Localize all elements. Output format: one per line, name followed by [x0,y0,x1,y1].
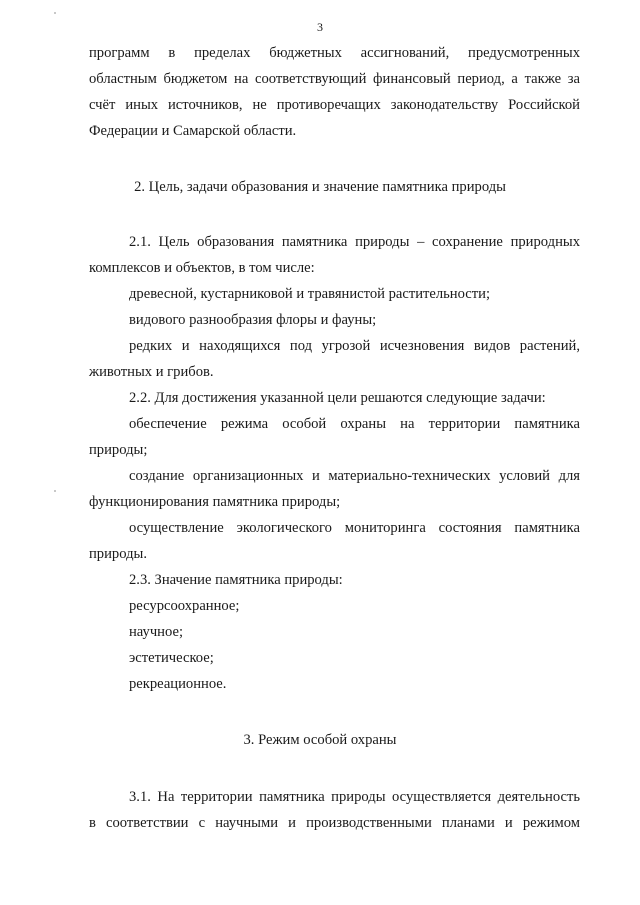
value-resource: ресурсоохранное; [129,598,240,614]
paragraph-2-2: 2.2. Для достижения указанной цели решаются следующие задачи: [129,390,546,406]
section-3-heading: 3. Режим особой охраны [243,732,397,748]
task-conditions-line-1: создание организационных и материально-технических условий для [129,468,580,484]
task-protection-line-1: обеспечение режима особой охраны на территории памятника [129,416,580,432]
paragraph-2-1-line-1: 2.1. Цель образования памятника природы – сохранение природных [129,234,580,250]
task-monitoring-line-1: осуществление экологического мониторинга состояния памятника [129,520,580,536]
paragraph-3-1-line-1: 3.1. На территории памятника природы осуществляется деятельность [129,789,580,805]
value-recreational: рекреационное. [129,676,227,692]
continuation-line-1: программ в пределах бюджетных ассигнований, предусмотренных [89,45,580,61]
paragraph-2-1-line-2: комплексов и объектов, в том числе: [89,260,315,276]
task-protection-line-2: природы; [89,442,148,458]
task-monitoring-line-2: природы. [89,546,147,562]
list-item-vegetation: древесной, кустарниковой и травянистой растительности; [129,286,490,302]
value-aesthetic: эстетическое; [129,650,214,666]
margin-mark [54,12,56,14]
list-item-rare-species-line-1: редких и находящихся под угрозой исчезновения видов растений, [129,338,580,354]
paragraph-3-1-line-2: в соответствии с научными и производственными планами и режимом [89,815,580,831]
value-scientific: научное; [129,624,183,640]
continuation-line-2: областным бюджетом на соответствующий финансовый период, а также за [89,71,580,87]
margin-mark [54,490,56,492]
list-item-rare-species-line-2: животных и грибов. [89,364,214,380]
section-2-heading: 2. Цель, задачи образования и значение памятника природы [134,179,506,195]
continuation-line-3: счёт иных источников, не противоречащих законодательству Российской [89,97,580,113]
paragraph-2-3: 2.3. Значение памятника природы: [129,572,343,588]
continuation-line-4: Федерации и Самарской области. [89,123,297,139]
list-item-diversity: видового разнообразия флоры и фауны; [129,312,377,328]
task-conditions-line-2: функционирования памятника природы; [89,494,341,510]
page-number: 3 [317,20,323,34]
